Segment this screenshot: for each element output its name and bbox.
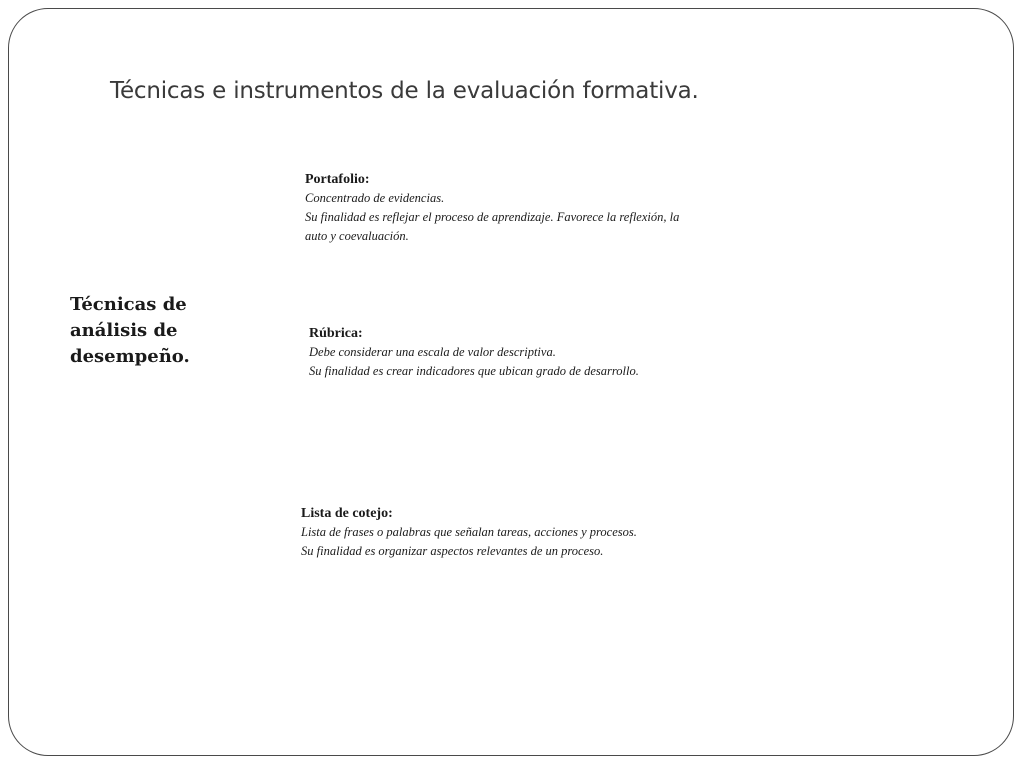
portafolio-block bbox=[305, 170, 695, 246]
portafolio-line: auto y coevaluación. bbox=[305, 229, 409, 243]
rubrica-line: Debe considerar una escala de valor descriptiva. bbox=[309, 345, 556, 359]
lista-de-cotejo-heading: Lista de cotejo: bbox=[301, 506, 393, 521]
side-label: Técnicas de análisis de desempeño. bbox=[70, 294, 190, 367]
rubrica-line: Su finalidad es crear indicadores que ubican grado de desarrollo. bbox=[309, 364, 639, 378]
lista-de-cotejo-line: Su finalidad es organizar aspectos relevantes de un proceso. bbox=[301, 544, 604, 558]
rubrica-block bbox=[309, 324, 689, 381]
slide-title: Técnicas e instrumentos de la evaluación formativa. bbox=[110, 78, 699, 104]
portafolio-line: Su finalidad es reflejar el proceso de aprendizaje. Favorece la reflexión, la bbox=[305, 210, 680, 224]
lista-de-cotejo-block bbox=[301, 504, 681, 561]
slide-frame bbox=[8, 8, 1014, 756]
portafolio-line: Concentrado de evidencias. bbox=[305, 191, 445, 205]
rubrica-heading: Rúbrica: bbox=[309, 326, 363, 341]
portafolio-heading: Portafolio: bbox=[305, 172, 370, 187]
lista-de-cotejo-line: Lista de frases o palabras que señalan tareas, acciones y procesos. bbox=[301, 525, 637, 539]
